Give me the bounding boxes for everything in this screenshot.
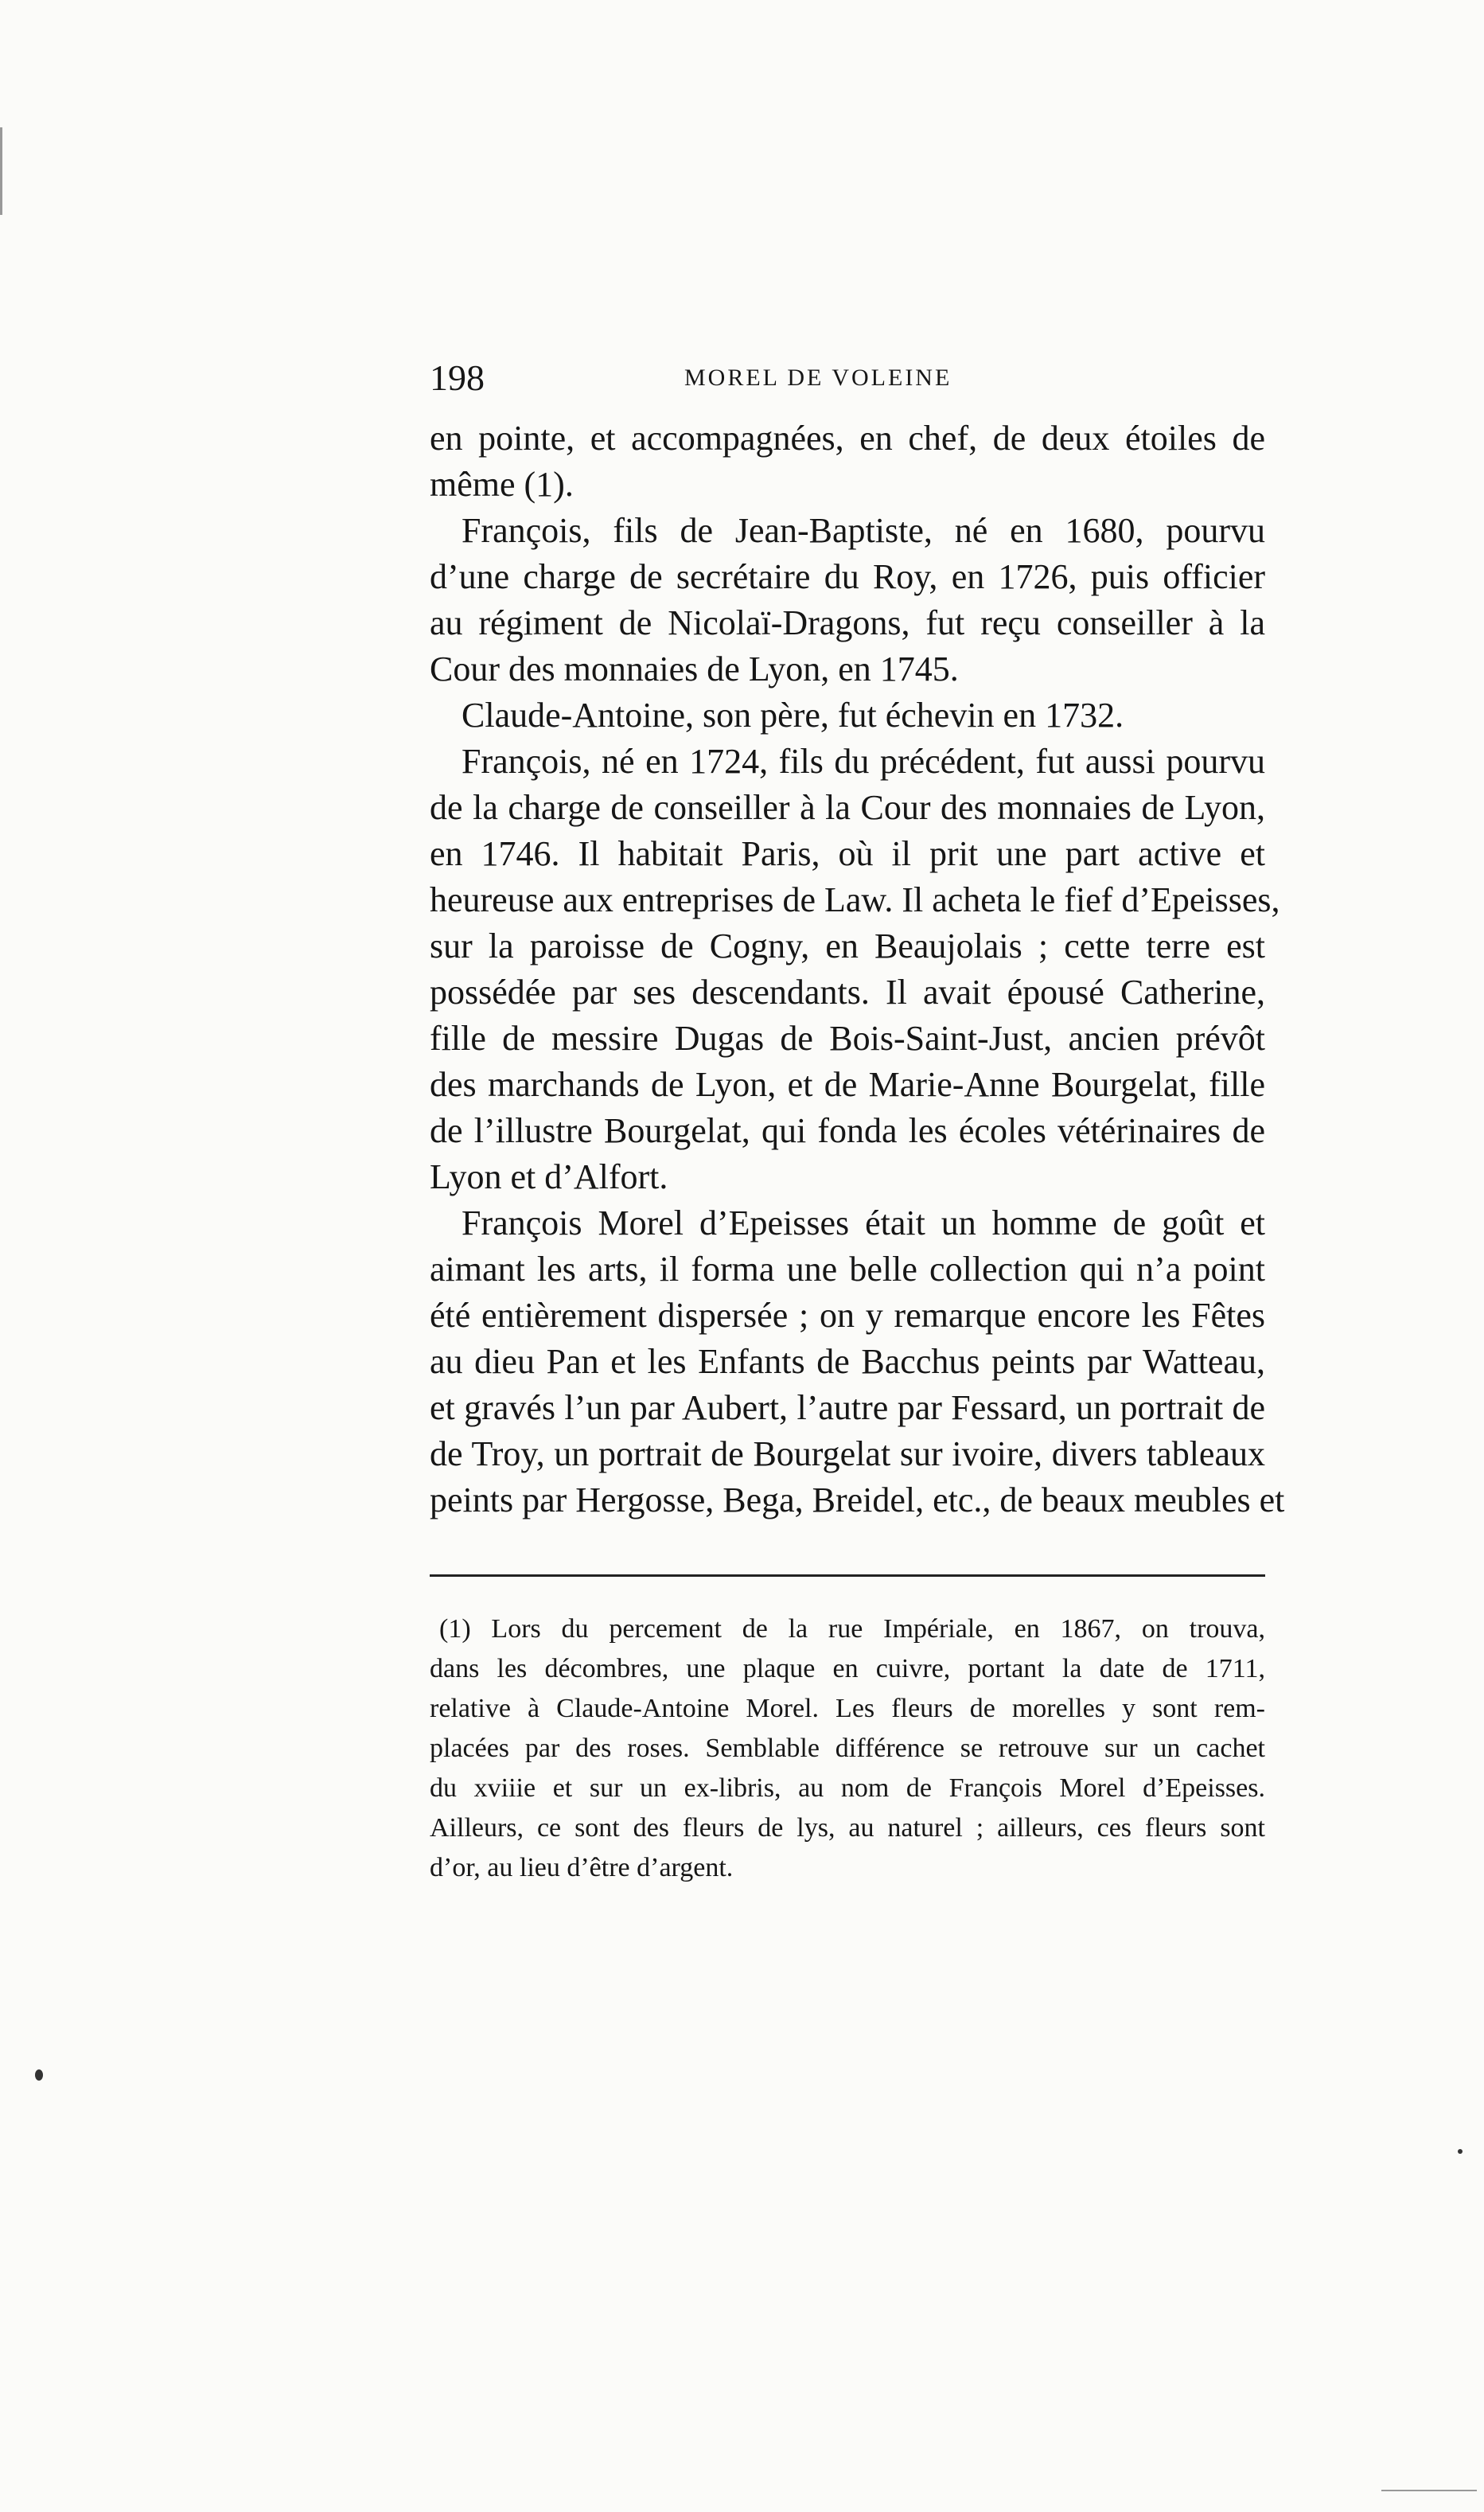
body-line: de l’illustre Bourgelat, qui fonda les écoles vétérinaires de: [430, 1111, 1265, 1150]
body-line: Lyon et d’Alfort.: [430, 1157, 668, 1196]
page-number: 198: [430, 357, 485, 398]
footnote-line: relative à Claude-Antoine Morel. Les fleurs de morelles y sont rem-: [430, 1694, 1265, 1723]
body-text: [430, 415, 1285, 1523]
body-line: d’une charge de secrétaire du Roy, en 1726, puis officier: [430, 557, 1265, 596]
footnote-line: placées par des roses. Semblable différence se retrouve sur un cachet: [430, 1734, 1265, 1763]
body-line: des marchands de Lyon, et de Marie-Anne Bourgelat, fille: [430, 1065, 1265, 1104]
body-line: sur la paroisse de Cogny, en Beaujolais ; cette terre est: [430, 926, 1265, 965]
body-line: peints par Hergosse, Bega, Breidel, etc., de beaux meubles et: [430, 1480, 1285, 1519]
body-line: été entièrement dispersée ; on y remarque encore les Fêtes: [430, 1296, 1265, 1335]
footnote-line: dans les décombres, une plaque en cuivre, portant la date de 1711,: [430, 1654, 1265, 1683]
running-title: MOREL DE VOLEINE: [684, 365, 952, 391]
body-line: de Troy, un portrait de Bourgelat sur ivoire, divers tableaux: [430, 1434, 1265, 1473]
body-line: au régiment de Nicolaï-Dragons, fut reçu conseiller à la: [430, 603, 1265, 642]
body-line: possédée par ses descendants. Il avait épousé Catherine,: [430, 973, 1265, 1012]
body-line: fille de messire Dugas de Bois-Saint-Just, ancien prévôt: [430, 1019, 1265, 1058]
body-line: François, fils de Jean-Baptiste, né en 1680, pourvu: [462, 511, 1265, 550]
footnote-line: du xviiie et sur un ex-libris, au nom de François Morel d’Epeisses.: [430, 1773, 1265, 1803]
body-line: même (1).: [430, 465, 574, 504]
scan-edge-mark: [1381, 2490, 1477, 2491]
footnote-rule: [430, 1574, 1265, 1577]
body-line: François, né en 1724, fils du précédent, fut aussi pourvu: [462, 742, 1265, 781]
footnote-line: Ailleurs, ce sont des fleurs de lys, au naturel ; ailleurs, ces fleurs sont: [430, 1813, 1265, 1843]
body-line: François Morel d’Epeisses était un homme de goût et: [462, 1203, 1265, 1242]
body-line: de la charge de conseiller à la Cour des monnaies de Lyon,: [430, 788, 1265, 827]
scan-speck: [1458, 2149, 1463, 2154]
scan-speck: [35, 2069, 43, 2081]
body-line: au dieu Pan et les Enfants de Bacchus peints par Watteau,: [430, 1342, 1265, 1381]
body-line: en 1746. Il habitait Paris, où il prit une part active et: [430, 834, 1265, 873]
footnotes: [430, 1609, 1265, 1888]
body-line: en pointe, et accompagnées, en chef, de deux étoiles de: [430, 419, 1265, 458]
body-line: heureuse aux entreprises de Law. Il acheta le fief d’Epeisses,: [430, 880, 1280, 919]
body-line: Claude-Antoine, son père, fut échevin en 1732.: [462, 696, 1124, 735]
body-line: aimant les arts, il forma une belle collection qui n’a point: [430, 1250, 1265, 1289]
footnote-line: d’or, au lieu d’être d’argent.: [430, 1853, 734, 1882]
body-line: Cour des monnaies de Lyon, en 1745.: [430, 649, 959, 688]
body-line: et gravés l’un par Aubert, l’autre par Fessard, un portrait de: [430, 1388, 1265, 1427]
footnote-line: (1) Lors du percement de la rue Impériale, en 1867, on trouva,: [439, 1614, 1265, 1644]
scan-edge-mark: [0, 127, 2, 215]
